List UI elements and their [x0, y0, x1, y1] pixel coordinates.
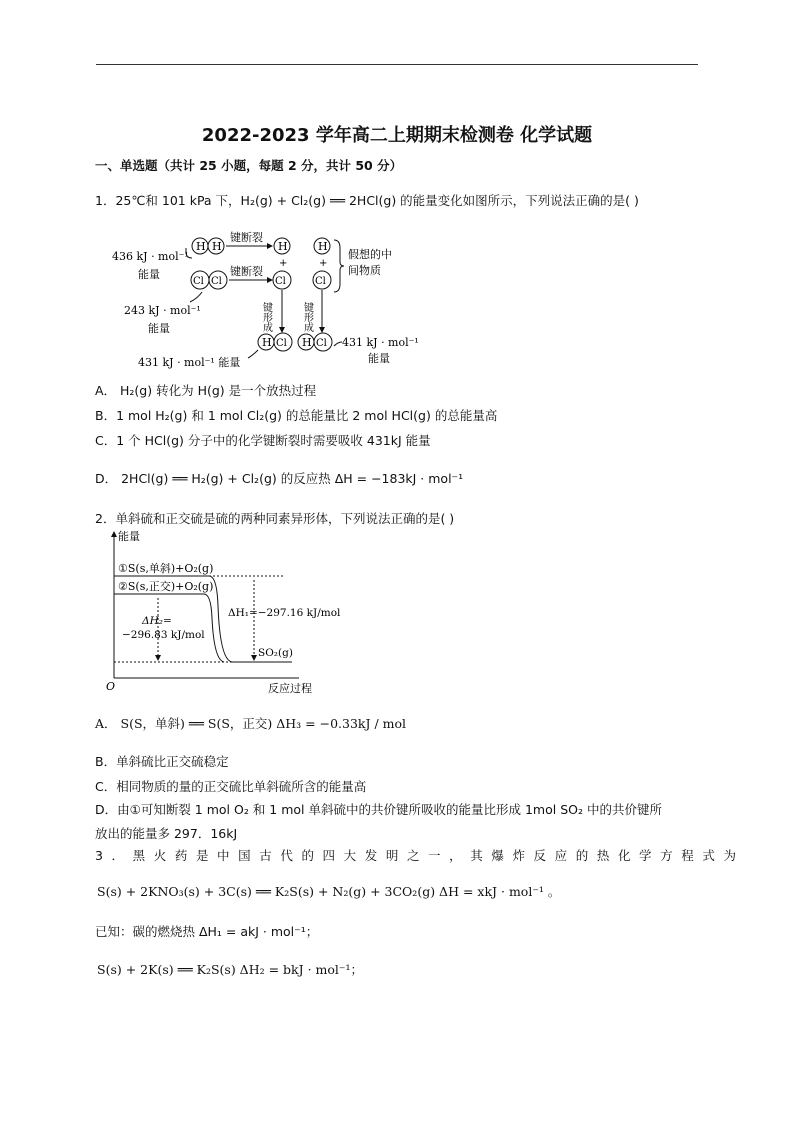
q1-hypo-1: 假想的中 [348, 248, 392, 261]
q2-so2-label: SO₂(g) [258, 647, 293, 659]
svg-text:Cl: Cl [276, 338, 287, 349]
q2-xlabel: 反应过程 [268, 682, 312, 695]
q1-label-243: 243 kJ · mol⁻¹ [124, 304, 201, 317]
q1-bond-break-2: 键断裂 [230, 265, 263, 278]
q1-label-energy-1: 能量 [138, 268, 160, 281]
question-3-stem: 3．黑火药是中国古代的四大发明之一，其爆炸反应的热化学方程式为 [95, 848, 745, 863]
cl-atom-1 [273, 271, 291, 289]
q2-label-1: ①S(s,单斜)+O₂(g) [118, 562, 214, 575]
cl-atom-2 [313, 271, 331, 289]
q1-option-b: B．1 mol H₂(g) 和 1 mol Cl₂(g) 的总能量比 2 mol HCl(g) 的总能量高 [95, 408, 498, 423]
q3-equation: S(s) + 2KNO₃(s) + 3C(s) ══ K₂S(s) + N₂(g) + 3CO₂(g) ΔH = xkJ · mol⁻¹ 。 [97, 884, 561, 899]
q2-option-d-line-2: 放出的能量多 297．16kJ [95, 826, 238, 841]
q2-option-a: A． S(S，单斜) ══ S(S，正交) ΔH₃ = −0.33kJ / mol [95, 716, 407, 731]
q2-dh2-value: −296.83 kJ/mol [122, 629, 205, 641]
q1-energy-diagram [108, 228, 448, 370]
q2-option-d-line-1: D．由①可知断裂 1 mol O₂ 和 1 mol 单斜硫中的共价键所吸收的能量比形成 1mol SO₂ 中的共价键所 [95, 802, 662, 817]
q2-dh1-label: ΔH₁=−297.16 kJ/mol [228, 607, 341, 619]
cl2-molecule [191, 271, 227, 289]
q1-bond-form-1: 键形成 [260, 302, 272, 332]
q1-option-d: D． 2HCl(g) ══ H₂(g) + Cl₂(g) 的反应热 ΔH = −183kJ · mol⁻¹ [95, 471, 464, 486]
q1-bracket-mid [190, 292, 202, 302]
q2-ylabel: 能量 [118, 530, 140, 543]
question-1-stem: 1．25℃和 101 kPa 下，H₂(g) + Cl₂(g) ══ 2HCl(g) 的能量变化如图所示，下列说法正确的是( ) [95, 193, 639, 208]
q1-plus-1: + [279, 258, 288, 269]
q1-label-431-b: 431 kJ · mol⁻¹ [342, 336, 419, 349]
q2-origin: O [106, 680, 116, 693]
q1-bracket-bottom-right [334, 342, 342, 346]
q2-option-c: C．相同物质的量的正交硫比单斜硫所含的能量高 [95, 779, 367, 794]
q1-label-431-a: 431 kJ · mol⁻¹ 能量 [138, 356, 241, 369]
q1-label-436: 436 kJ · mol⁻¹ [112, 250, 189, 263]
header-rule [96, 64, 698, 65]
svg-text:H: H [278, 240, 288, 253]
q2-dh2-label: ΔH₂= [142, 615, 172, 627]
q1-option-a: A． H₂(g) 转化为 H(g) 是一个放热过程 [95, 383, 317, 398]
h2-molecule [192, 238, 224, 254]
q1-brace [334, 240, 344, 292]
q3-equation-2: S(s) + 2K(s) ══ K₂S(s) ΔH₂ = bkJ · mol⁻¹； [97, 962, 364, 977]
question-2-stem: 2．单斜硫和正交硫是硫的两种同素异形体，下列说法正确的是( ) [95, 511, 455, 526]
q1-plus-2: + [319, 258, 328, 269]
svg-text:Cl: Cl [211, 276, 222, 287]
svg-text:H: H [318, 240, 328, 253]
svg-text:H: H [302, 336, 312, 349]
q2-energy-diagram [104, 528, 344, 696]
q1-hypo-2: 间物质 [348, 264, 381, 277]
svg-text:Cl: Cl [315, 276, 326, 287]
svg-text:H: H [262, 336, 272, 349]
svg-text:Cl: Cl [275, 276, 286, 287]
page-title: 2022-2023 学年高二上期期末检测卷 化学试题 [201, 125, 593, 146]
svg-text:H: H [196, 240, 206, 253]
svg-text:Cl: Cl [316, 338, 327, 349]
hcl-molecules [258, 333, 332, 351]
q2-curve-2 [204, 594, 224, 662]
q3-known: 已知：碳的燃烧热 ΔH₁ = akJ · mol⁻¹； [95, 924, 319, 939]
q1-bond-form-2: 键形成 [301, 302, 313, 332]
q2-label-2: ②S(s,正交)+O₂(g) [118, 580, 214, 593]
q1-label-energy-3: 能量 [368, 352, 390, 365]
q1-label-energy-2: 能量 [148, 322, 170, 335]
h-atom-2 [314, 238, 330, 254]
q1-bracket-bottom-left [248, 350, 258, 358]
section-heading: 一、单选题（共计 25 小题，每题 2 分，共计 50 分） [95, 158, 403, 173]
q1-bond-break-1: 键断裂 [230, 231, 263, 244]
h-atom-1 [274, 238, 290, 254]
q2-option-b: B．单斜硫比正交硫稳定 [95, 754, 229, 769]
q1-option-c: C．1 个 HCl(g) 分子中的化学键断裂时需要吸收 431kJ 能量 [95, 433, 431, 448]
svg-text:Cl: Cl [193, 276, 204, 287]
svg-text:H: H [212, 240, 222, 253]
